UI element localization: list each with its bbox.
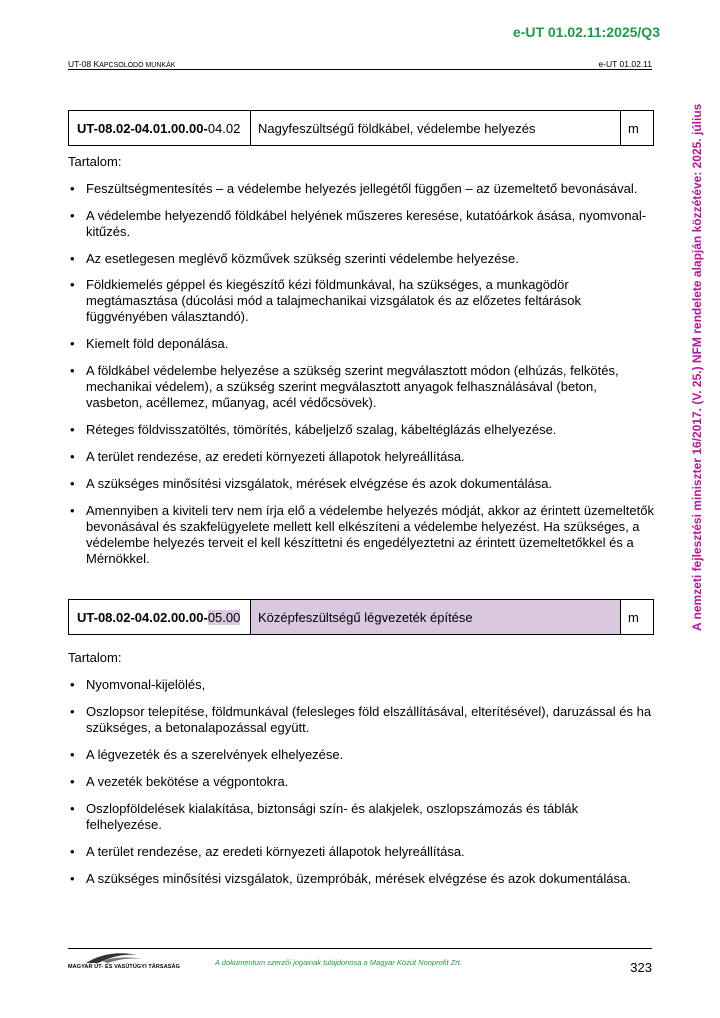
list-item: • Nyomvonal-kijelölés, [68, 677, 654, 693]
list-item: • A földkábel védelembe helyezése a szükség szerint megválasztott módon (elhúzás, felkötés, mechanikai védelem), a szükség szerint megválasztott anyagok felhasználásával (beton, vasbeton, acéllemez, műanyag, acél védőcsövek). [68, 363, 654, 411]
list-item: • A védelembe helyezendő földkábel helyének műszeres keresése, kutatóárkok ásása, nyomvonal-kitűzés. [68, 208, 654, 240]
item-unit: m [628, 609, 639, 625]
footer-divider [68, 948, 652, 949]
list-item: • A légvezeték és a szerelvények elhelyezése. [68, 747, 654, 763]
list-item: • Az esetlegesen meglévő közművek szükség szerinti védelembe helyezése. [68, 251, 654, 267]
copyright-notice: A dokumentum szerzői jogainak tulajdonosa a Magyar Közút Nonprofit Zrt. [215, 958, 462, 967]
content-label: Tartalom: [68, 154, 122, 169]
page-number: 323 [630, 960, 652, 975]
document-code: e-UT 01.02.11:2025/Q3 [512, 24, 660, 40]
chapter-title: UT-08 KAPCSOLÓDÓ MUNKÁK [68, 59, 176, 69]
header-divider [68, 69, 652, 70]
publication-note: A nemzeti fejlesztési miniszter 16/2017. (V. 25.) NFM rendelete alapján közzétéve: 2025. július [690, 103, 704, 631]
list-item: • Réteges földvisszatöltés, tömörítés, kábeljelző szalag, kábeltéglázás elhelyezése. [68, 422, 654, 438]
item-name: Középfeszültségű légvezeték építése [251, 600, 621, 634]
list-item: • A szükséges minősítési vizsgálatok, mérések elvégzése és azok dokumentálása. [68, 476, 654, 492]
logo-text: MAGYAR ÚT- ÉS VASÚTÜGYI TÁRSASÁG [68, 964, 180, 970]
item-code: UT-08.02-04.02.00.00- 05.00 [69, 600, 251, 634]
content-list-2 [68, 677, 654, 887]
list-item: • A szükséges minősítési vizsgálatok, üzempróbák, mérések elvégzése és azok dokumentálása. [68, 871, 654, 887]
item-unit: m [628, 120, 639, 136]
list-item: • A terület rendezése, az eredeti környezeti állapotok helyreállítása. [68, 844, 654, 860]
list-item: • Oszlopsor telepítése, földmunkával (felesleges föld elszállításával, elterítésével), daruzással és ha szükséges, a betonalapozással együtt. [68, 704, 654, 736]
content-label: Tartalom: [68, 650, 122, 665]
item-table-1 [68, 110, 654, 146]
item-code: UT-08.02-04.01.00.00- 04.02 [69, 111, 251, 145]
list-item: • A terület rendezése, az eredeti környezeti állapotok helyreállítása. [68, 449, 654, 465]
list-item: • Feszültségmentesítés – a védelembe helyezés jellegétől függően – az üzemeltető bevonásával. [68, 181, 654, 197]
item-table-2 [68, 599, 654, 635]
list-item: • Kiemelt föld deponálása. [68, 336, 654, 352]
item-name: Nagyfeszültségű földkábel, védelembe helyezés [251, 111, 621, 145]
list-item: • Amennyiben a kiviteli terv nem írja elő a védelembe helyezés módját, akkor az érintett üzemeltetők bevonásával és szakfelügyelete mellett kell elkészíteni a védelembe helyezést. Ha szükséges, a védelembe helyezés terveit el kell készíttetni és engedélyeztetni az érintett üzemeltetőkkel és a Mérnökkel. [68, 503, 654, 567]
list-item: • A vezeték bekötése a végpontokra. [68, 774, 654, 790]
list-item: • Oszlopföldelések kialakítása, biztonsági szín- és alakjelek, oszlopszámozás és táblák felhelyezése. [68, 801, 654, 833]
list-item: • Földkiemelés géppel és kiegészítő kézi földmunkával, ha szükséges, a munkagödör megtámasztása (dúcolási mód a talajmechanikai vizsgálatok és az előzetes feltárások függvényében választandó). [68, 277, 654, 325]
document-reference: e-UT 01.02.11 [598, 59, 652, 69]
content-list-1 [68, 181, 654, 567]
